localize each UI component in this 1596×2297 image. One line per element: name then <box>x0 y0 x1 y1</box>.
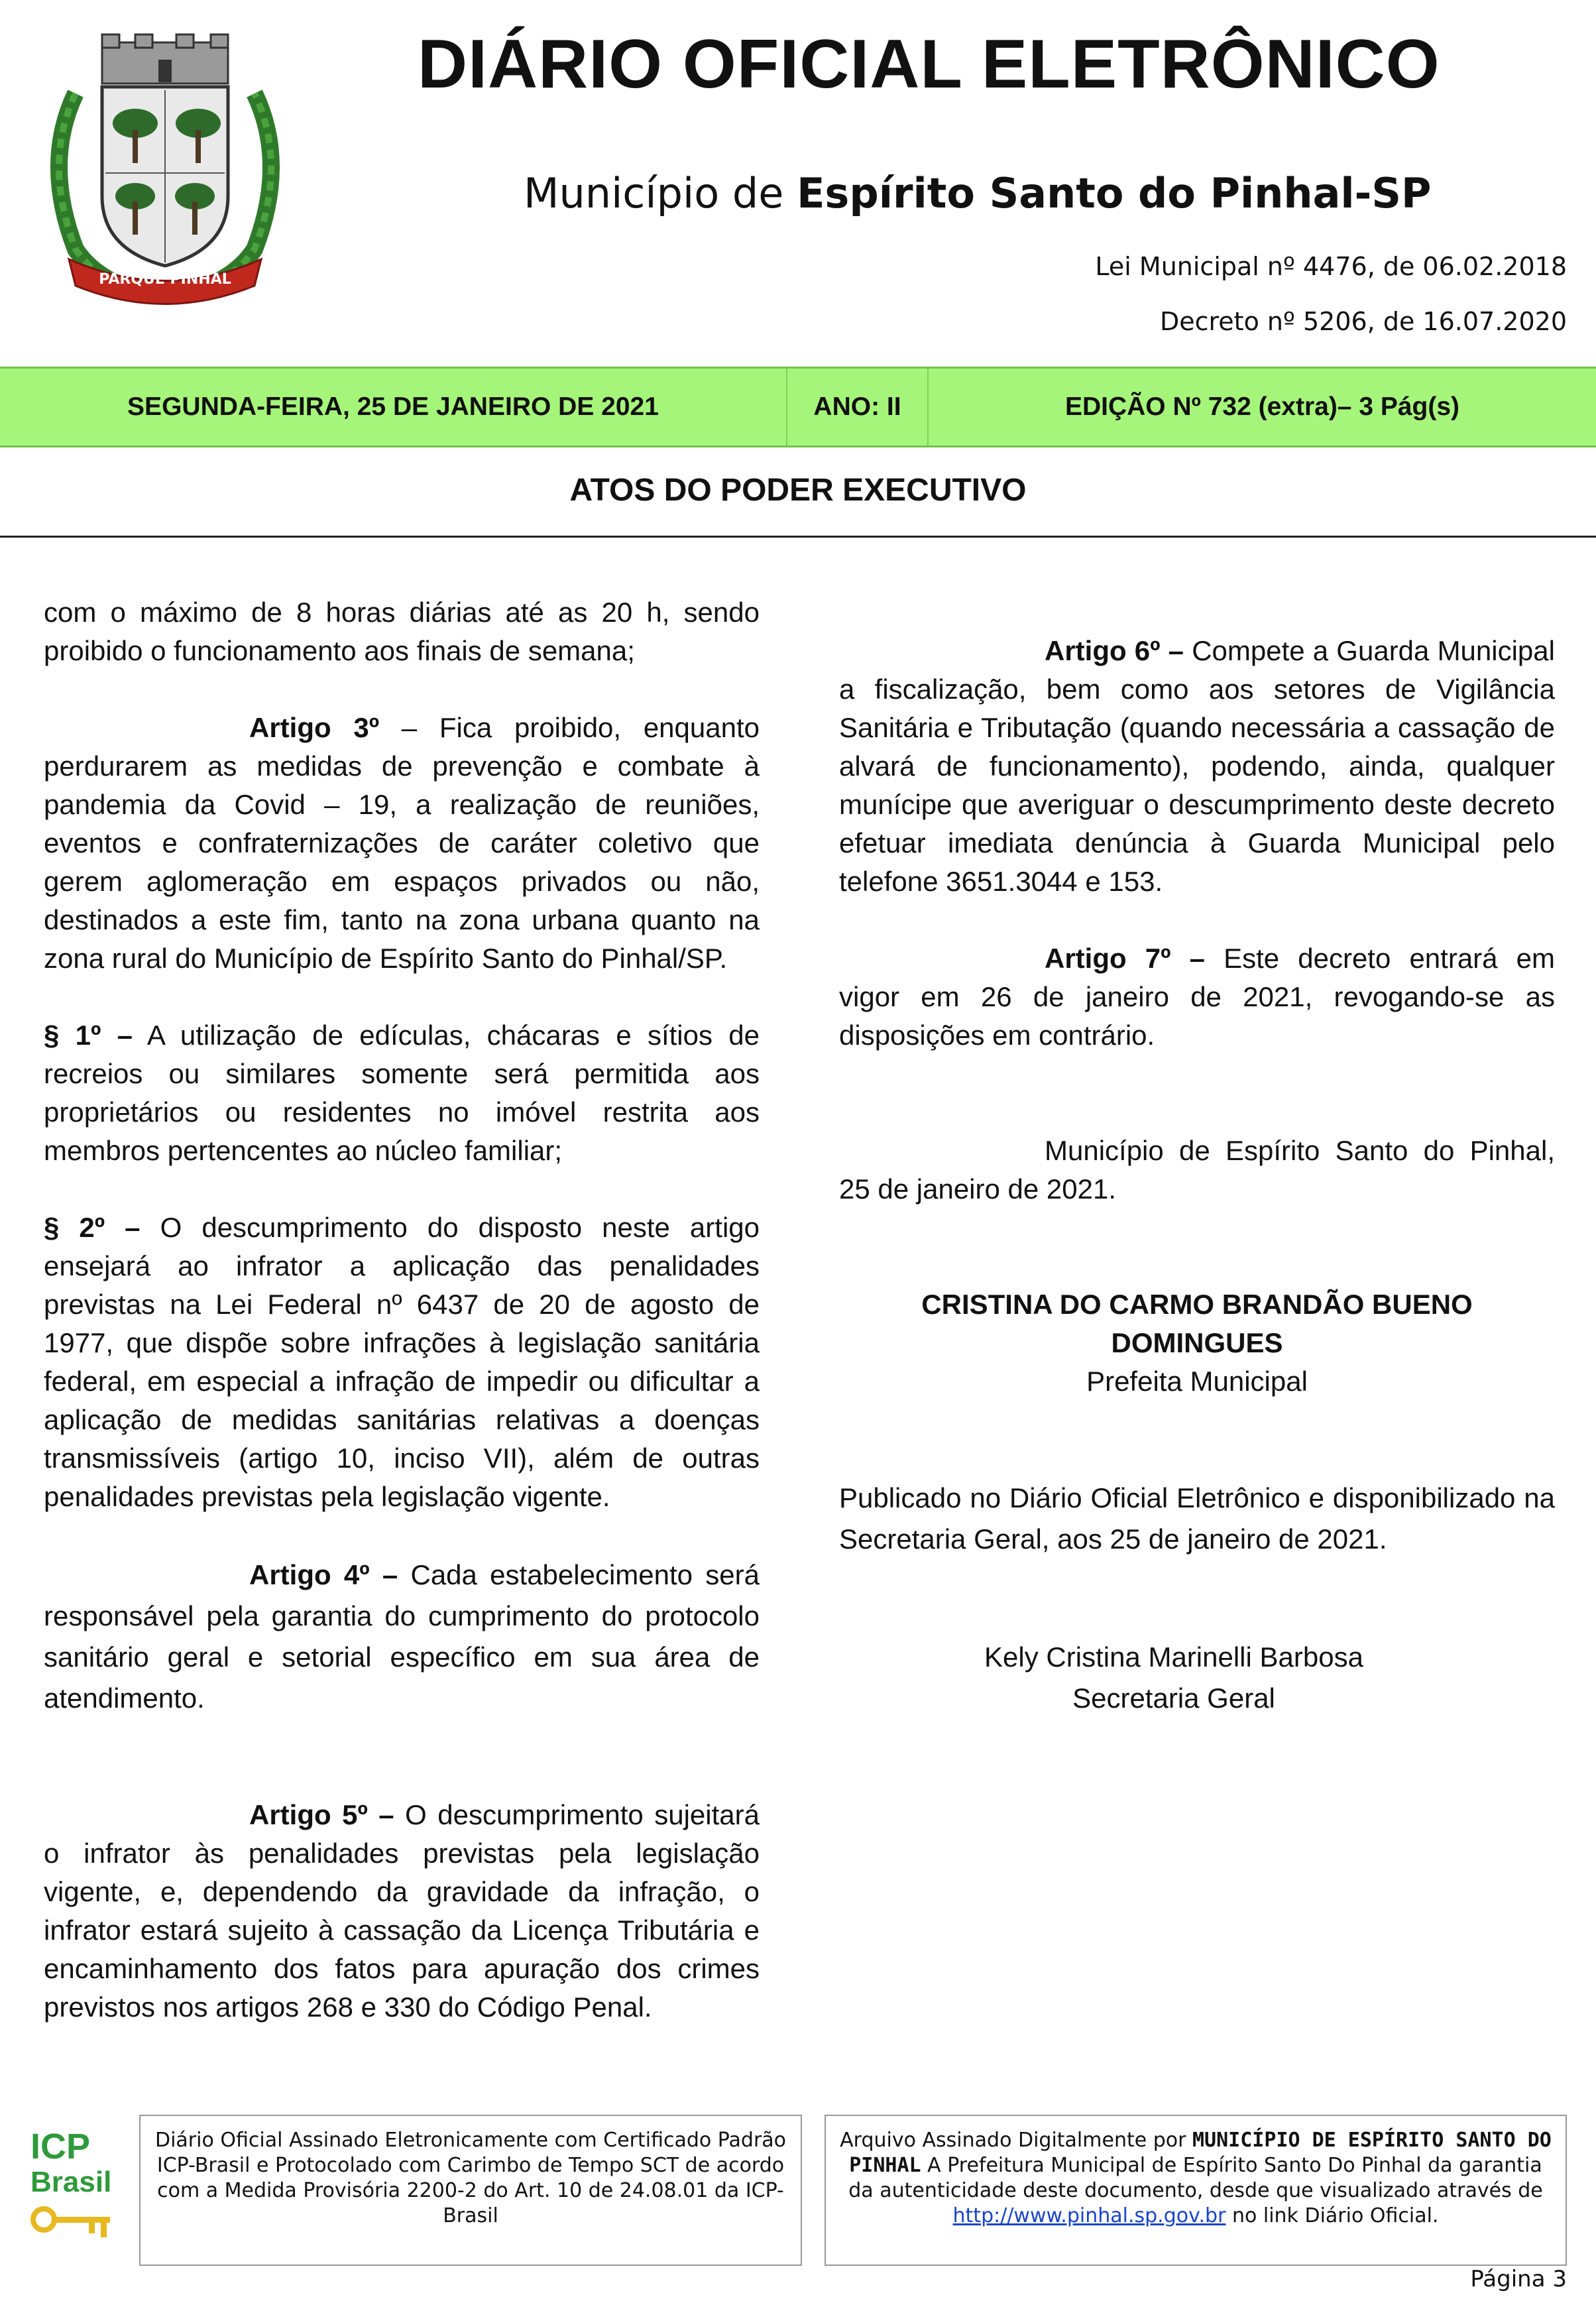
mayor-role: Prefeita Municipal <box>1086 1366 1308 1397</box>
article-5 <box>44 1796 760 2027</box>
icp-logo-line2: Brasil <box>30 2166 112 2198</box>
article-5-text: O descumprimento sujeitará o infrator às penalidades previstas pela legislação vigente, e, dependendo da gravidade da infração, o infrator estará sujeito à cassação da Licença Tributária e encaminhamento dos fatos para apuração dos crimes previstos nos artigos 268 e 330 do Código Penal. <box>44 1799 760 2023</box>
article-4-text: Cada estabelecimento será responsável pela garantia do cumprimento do protocolo sanitário geral e setorial específico em sua área de atendimento. <box>44 1559 760 1714</box>
section-title: ATOS DO PODER EXECUTIVO <box>569 473 1027 508</box>
municipality-prefix: Município de <box>524 169 797 217</box>
signature-prefix: Arquivo Assinado Digitalmente por <box>840 2129 1192 2152</box>
signer-entity: MUNICÍPIO DE ESPÍRITO SANTO DO PINHAL <box>849 2129 1552 2177</box>
law-reference: Lei Municipal nº 4476, de 06.02.2018 <box>1095 252 1567 281</box>
page-number: Página 3 <box>1470 2266 1567 2292</box>
article-3 <box>44 709 760 978</box>
article-7-label: Artigo 7º – <box>1045 943 1205 974</box>
article-6-text: Compete a Guarda Municipal a fiscalização, bem como aos setores de Vigilância Sanitária e Tributação (quando necessária a cassação de alvará de funcionamento), podendo, ainda, qualquer munícipe que averiguar o descumprimento deste decreto efetuar imediata denúncia à Guarda Municipal pelo telefone 3651.3044 e 153. <box>839 635 1555 897</box>
edition-year: ANO: II <box>786 369 929 445</box>
place-and-date: Município de Espírito Santo do Pinhal, 25 de janeiro de 2021. <box>839 1135 1555 1205</box>
crest-motto: PARQUE PINHAL <box>99 271 231 288</box>
article-6 <box>839 632 1555 901</box>
right-column <box>839 632 1555 1719</box>
paragraph-1-text: A utilização de edículas, chácaras e sítios de recreios ou similares somente será permitida aos proprietários ou residentes no imóvel restrita aos membros pertencentes ao núcleo familiar; <box>44 1020 760 1166</box>
secretary-name: Kely Cristina Marinelli Barbosa <box>984 1641 1363 1673</box>
edition-info-bar <box>0 367 1596 447</box>
municipality-name: Espírito Santo do Pinhal-SP <box>797 169 1432 217</box>
article-3-text: – Fica proibido, enquanto perdurarem as medidas de prevenção e combate à pandemia da Covid – 19, a realização de reuniões, eventos e confraternizações de caráter coletivo que gerem aglomeração em espaços privados ou não, destinados a este fim, tanto na zona urbana quanto na zona rural do Município de Espírito Santo do Pinhal/SP. <box>44 712 760 974</box>
paragraph-1 <box>44 1016 760 1170</box>
newspaper-title: DIÁRIO OFICIAL ELETRÔNICO <box>418 26 1440 103</box>
article-4-label: Artigo 4º – <box>249 1559 398 1590</box>
icp-brasil-logo <box>29 2127 115 2246</box>
paragraph-2-text: O descumprimento do disposto neste artigo ensejará ao infrator a aplicação das penalidades previstas na Lei Federal nº 6437 de 20 de agosto de 1977, que dispõe sobre infrações à legislação sanitária federal, em especial a infração de impedir ou dificultar a aplicação de medidas sanitárias relativas a doenças transmissíveis (artigo 10, inciso VII), além de outras penalidades previstas pela legislação vigente. <box>44 1212 760 1512</box>
decree-reference: Decreto nº 5206, de 16.07.2020 <box>1159 307 1567 336</box>
article-3-label: Artigo 3º <box>249 712 380 743</box>
article-7 <box>839 939 1555 1055</box>
article-6-label: Artigo 6º – <box>1045 635 1184 666</box>
article-5-label: Artigo 5º – <box>249 1799 394 1830</box>
mayor-signature <box>839 1285 1555 1401</box>
publication-note: Publicado no Diário Oficial Eletrônico e disponibilizado na Secretaria Geral, aos 25 de janeiro de 2021. <box>839 1482 1555 1555</box>
digital-signature-notice <box>825 2115 1567 2266</box>
municipal-coat-of-arms-logo <box>29 30 301 309</box>
pinhal-website-link[interactable]: http://www.pinhal.sp.gov.br <box>952 2204 1226 2227</box>
left-column <box>44 593 760 2027</box>
secretary-signature <box>839 1637 1555 1719</box>
mayor-name: CRISTINA DO CARMO BRANDÃO BUENO DOMINGUES <box>921 1289 1473 1358</box>
article-7-text: Este decreto entrará em vigor em 26 de janeiro de 2021, revogando-se as disposições em contrário. <box>839 943 1555 1051</box>
signature-suffix: no link Diário Oficial. <box>1226 2204 1439 2227</box>
paragraph-2-label: § 2º – <box>44 1212 141 1243</box>
signature-middle: A Prefeitura Municipal de Espírito Santo Do Pinhal da garantia da autenticidade deste documento, desde que visualizado através de <box>848 2154 1543 2202</box>
article-4 <box>44 1555 760 1719</box>
icp-logo-line1: ICP <box>30 2127 91 2166</box>
icp-certification-notice: Diário Oficial Assinado Eletronicamente com Certificado Padrão ICP-Brasil e Protocolado com Carimbo de Tempo SCT de acordo com a Medida Provisória 2200-2 do Art. 10 de 24.08.01 da ICP-Brasil <box>139 2115 802 2266</box>
paragraph-2 <box>44 1208 760 1516</box>
municipality-line <box>524 169 1432 217</box>
continued-paragraph: com o máximo de 8 horas diárias até as 20 h, sendo proibido o funcionamento aos finais de semana; <box>44 597 760 666</box>
secretary-role: Secretaria Geral <box>1072 1682 1275 1714</box>
section-divider <box>0 536 1596 538</box>
paragraph-1-label: § 1º – <box>44 1020 133 1051</box>
edition-date: SEGUNDA-FEIRA, 25 DE JANEIRO DE 2021 <box>127 392 659 421</box>
edition-number: EDIÇÃO Nº 732 (extra)– 3 Pág(s) <box>1064 392 1460 421</box>
